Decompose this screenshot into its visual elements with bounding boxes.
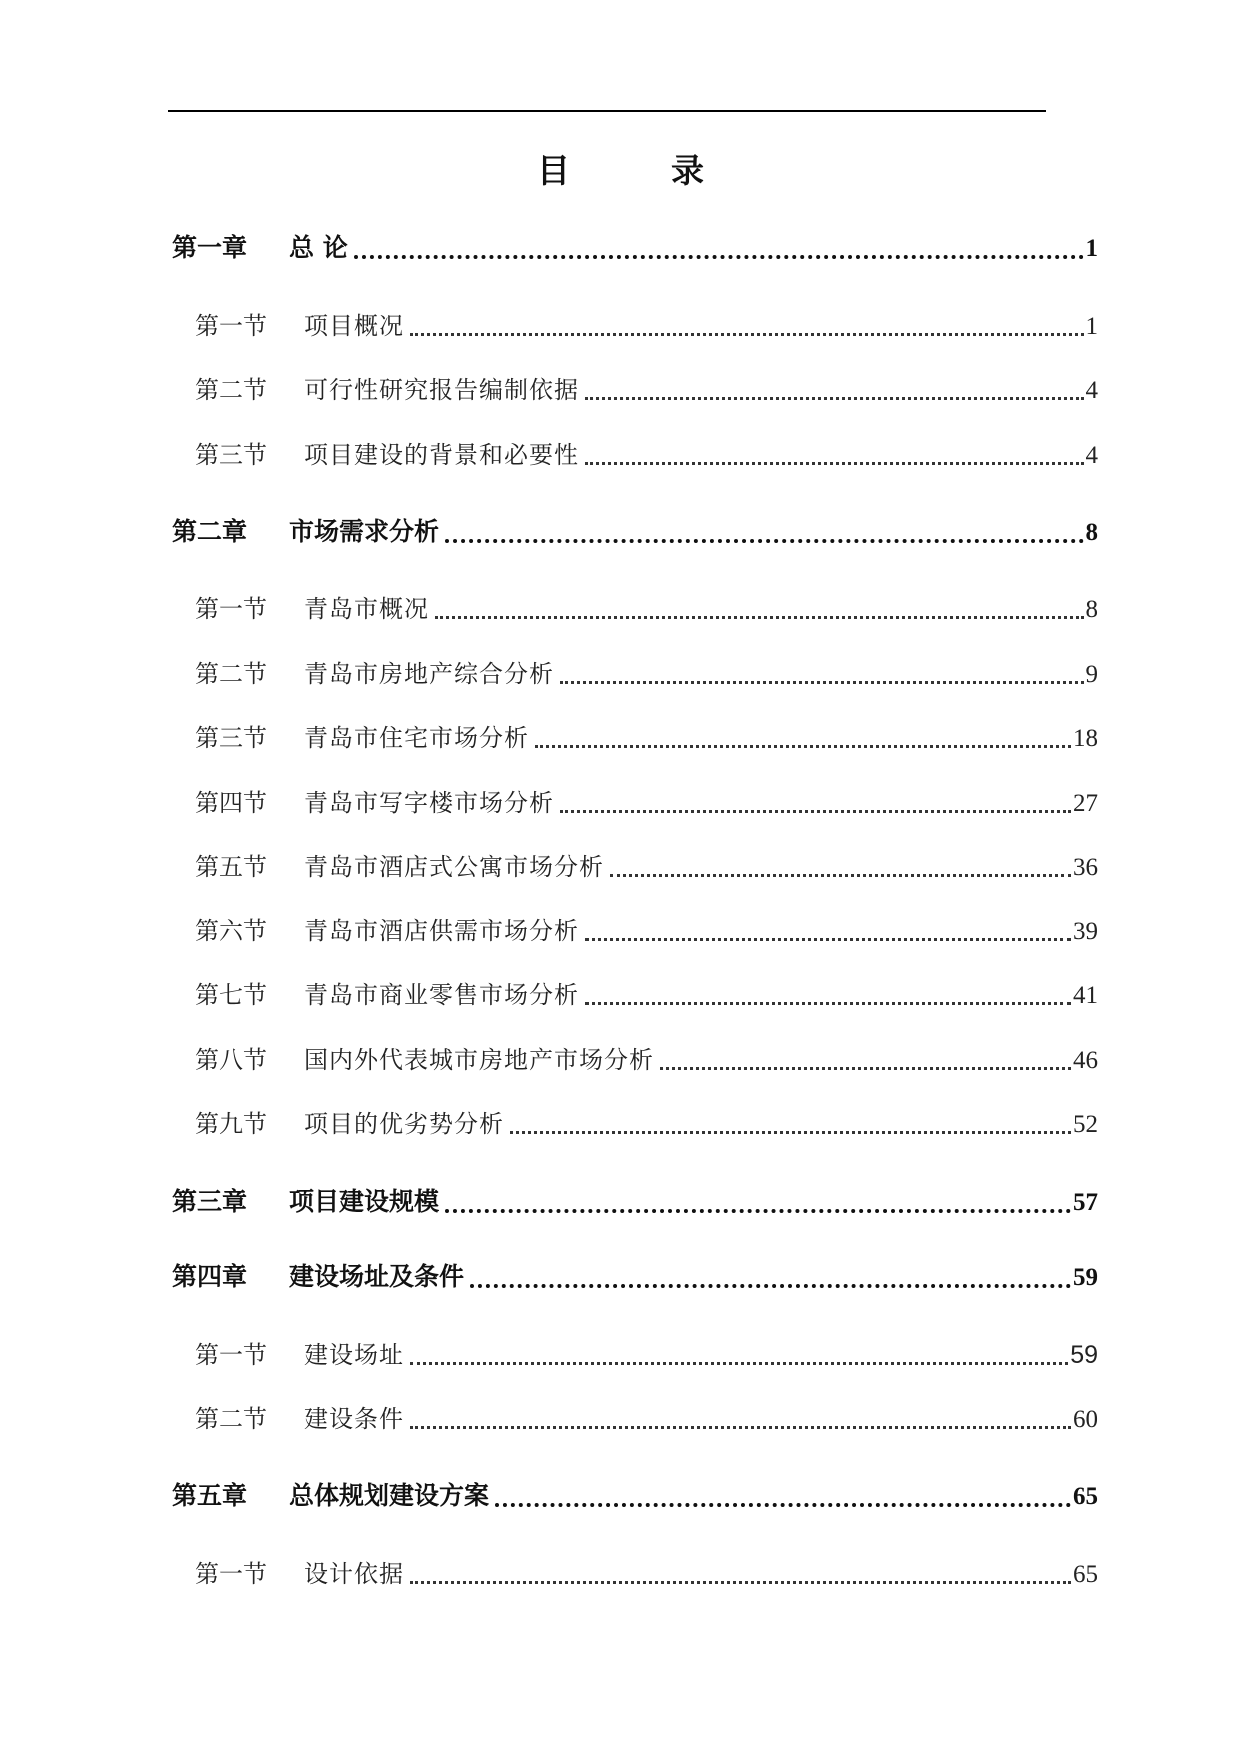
section-title: 青岛市酒店式公寓市场分析	[304, 853, 604, 881]
section-number: 第三节	[195, 724, 267, 752]
section-title: 青岛市住宅市场分析	[304, 724, 529, 752]
dot-leader	[445, 539, 1083, 543]
dot-leader	[354, 255, 1084, 259]
chapter-number: 第四章	[172, 1262, 248, 1291]
chapter-number: 第五章	[172, 1481, 248, 1510]
chapter-title: 总体规划建设方案	[289, 1481, 490, 1510]
page-number: 65	[1073, 1561, 1098, 1588]
dot-leader	[410, 1581, 1071, 1584]
section-number: 第二节	[195, 376, 267, 404]
section-title: 青岛市写字楼市场分析	[304, 789, 554, 817]
section-title: 青岛市概况	[304, 595, 429, 623]
page-number: 9	[1085, 661, 1098, 688]
dot-leader	[410, 333, 1084, 336]
toc-title: 目 录	[537, 151, 738, 190]
section-number: 第九节	[195, 1110, 267, 1138]
page-number: 36	[1073, 854, 1098, 881]
section-number: 第一节	[195, 595, 267, 623]
section-title: 项目建设的背景和必要性	[304, 441, 579, 469]
page-number: 52	[1073, 1111, 1098, 1138]
section-title: 项目概况	[304, 312, 404, 340]
page-number: 65	[1073, 1483, 1098, 1510]
page-number: 39	[1073, 918, 1098, 945]
section-title: 可行性研究报告编制依据	[304, 376, 579, 404]
dot-leader	[610, 874, 1071, 877]
dot-leader	[410, 1362, 1068, 1365]
toc-section[interactable]	[195, 1554, 1098, 1589]
chapter-title: 建设场址及条件	[289, 1262, 465, 1291]
dot-leader	[585, 1002, 1071, 1005]
page-number: 1	[1085, 235, 1098, 262]
page-number: 8	[1085, 596, 1098, 623]
page-number: 8	[1085, 519, 1098, 546]
page-number: 18	[1073, 725, 1098, 752]
section-title: 设计依据	[304, 1560, 404, 1588]
section-number: 第八节	[195, 1046, 267, 1074]
chapter-number: 第一章	[172, 233, 248, 262]
chapter-number: 第三章	[172, 1187, 248, 1216]
toc-section[interactable]	[195, 718, 1098, 753]
toc-section[interactable]	[195, 847, 1098, 882]
dot-leader	[445, 1209, 1071, 1213]
header-rule	[168, 110, 1046, 112]
toc-section[interactable]	[195, 370, 1098, 405]
dot-leader	[535, 745, 1071, 748]
dot-leader	[560, 810, 1071, 813]
toc-section[interactable]	[195, 1040, 1098, 1075]
toc-chapter-2[interactable]	[172, 512, 1098, 548]
section-number: 第二节	[195, 660, 267, 688]
page-number: 46	[1073, 1047, 1098, 1074]
page-number: 41	[1073, 982, 1098, 1009]
toc-section[interactable]	[195, 435, 1098, 470]
section-title: 青岛市商业零售市场分析	[304, 981, 579, 1009]
toc-chapter-5[interactable]	[172, 1476, 1098, 1512]
page-number: 60	[1073, 1406, 1098, 1433]
chapter-title: 项目建设规模	[289, 1187, 440, 1216]
dot-leader	[470, 1284, 1071, 1288]
toc-chapter-1[interactable]	[172, 228, 1098, 264]
page-number: 1	[1085, 313, 1098, 340]
toc-chapter-3[interactable]	[172, 1182, 1098, 1218]
section-title: 项目的优劣势分析	[304, 1110, 504, 1138]
section-title: 国内外代表城市房地产市场分析	[304, 1046, 654, 1074]
toc-section[interactable]	[195, 306, 1098, 341]
toc-section[interactable]	[195, 1399, 1098, 1434]
toc-section[interactable]	[195, 1335, 1098, 1370]
section-number: 第五节	[195, 853, 267, 881]
section-number: 第七节	[195, 981, 267, 1009]
page-number: 27	[1073, 790, 1098, 817]
chapter-title: 市场需求分析	[289, 517, 440, 546]
page-number: 4	[1085, 377, 1098, 404]
chapter-number: 第二章	[172, 517, 248, 546]
section-number: 第六节	[195, 917, 267, 945]
section-number: 第三节	[195, 441, 267, 469]
section-number: 第一节	[195, 312, 267, 340]
toc-section[interactable]	[195, 654, 1098, 689]
chapter-title: 总 论	[289, 233, 348, 262]
page-number: 57	[1073, 1189, 1098, 1216]
section-number: 第四节	[195, 789, 267, 817]
toc-section[interactable]	[195, 911, 1098, 946]
section-number: 第一节	[195, 1341, 267, 1369]
section-number: 第一节	[195, 1560, 267, 1588]
dot-leader	[585, 462, 1084, 465]
section-number: 第二节	[195, 1405, 267, 1433]
section-title: 建设场址	[304, 1341, 404, 1369]
dot-leader	[510, 1131, 1071, 1134]
section-title: 建设条件	[304, 1405, 404, 1433]
section-title: 青岛市酒店供需市场分析	[304, 917, 579, 945]
page-number: 59	[1070, 1341, 1098, 1369]
toc-section[interactable]	[195, 589, 1098, 624]
toc-chapter-4[interactable]	[172, 1257, 1098, 1293]
dot-leader	[585, 938, 1071, 941]
section-title: 青岛市房地产综合分析	[304, 660, 554, 688]
dot-leader	[495, 1503, 1071, 1507]
toc-section[interactable]	[195, 975, 1098, 1010]
dot-leader	[435, 616, 1084, 619]
dot-leader	[660, 1067, 1071, 1070]
toc-section[interactable]	[195, 1104, 1098, 1139]
page-number: 59	[1073, 1264, 1098, 1291]
toc-section[interactable]	[195, 783, 1098, 818]
dot-leader	[585, 397, 1084, 400]
page-number: 4	[1085, 442, 1098, 469]
dot-leader	[410, 1426, 1071, 1429]
dot-leader	[560, 681, 1084, 684]
